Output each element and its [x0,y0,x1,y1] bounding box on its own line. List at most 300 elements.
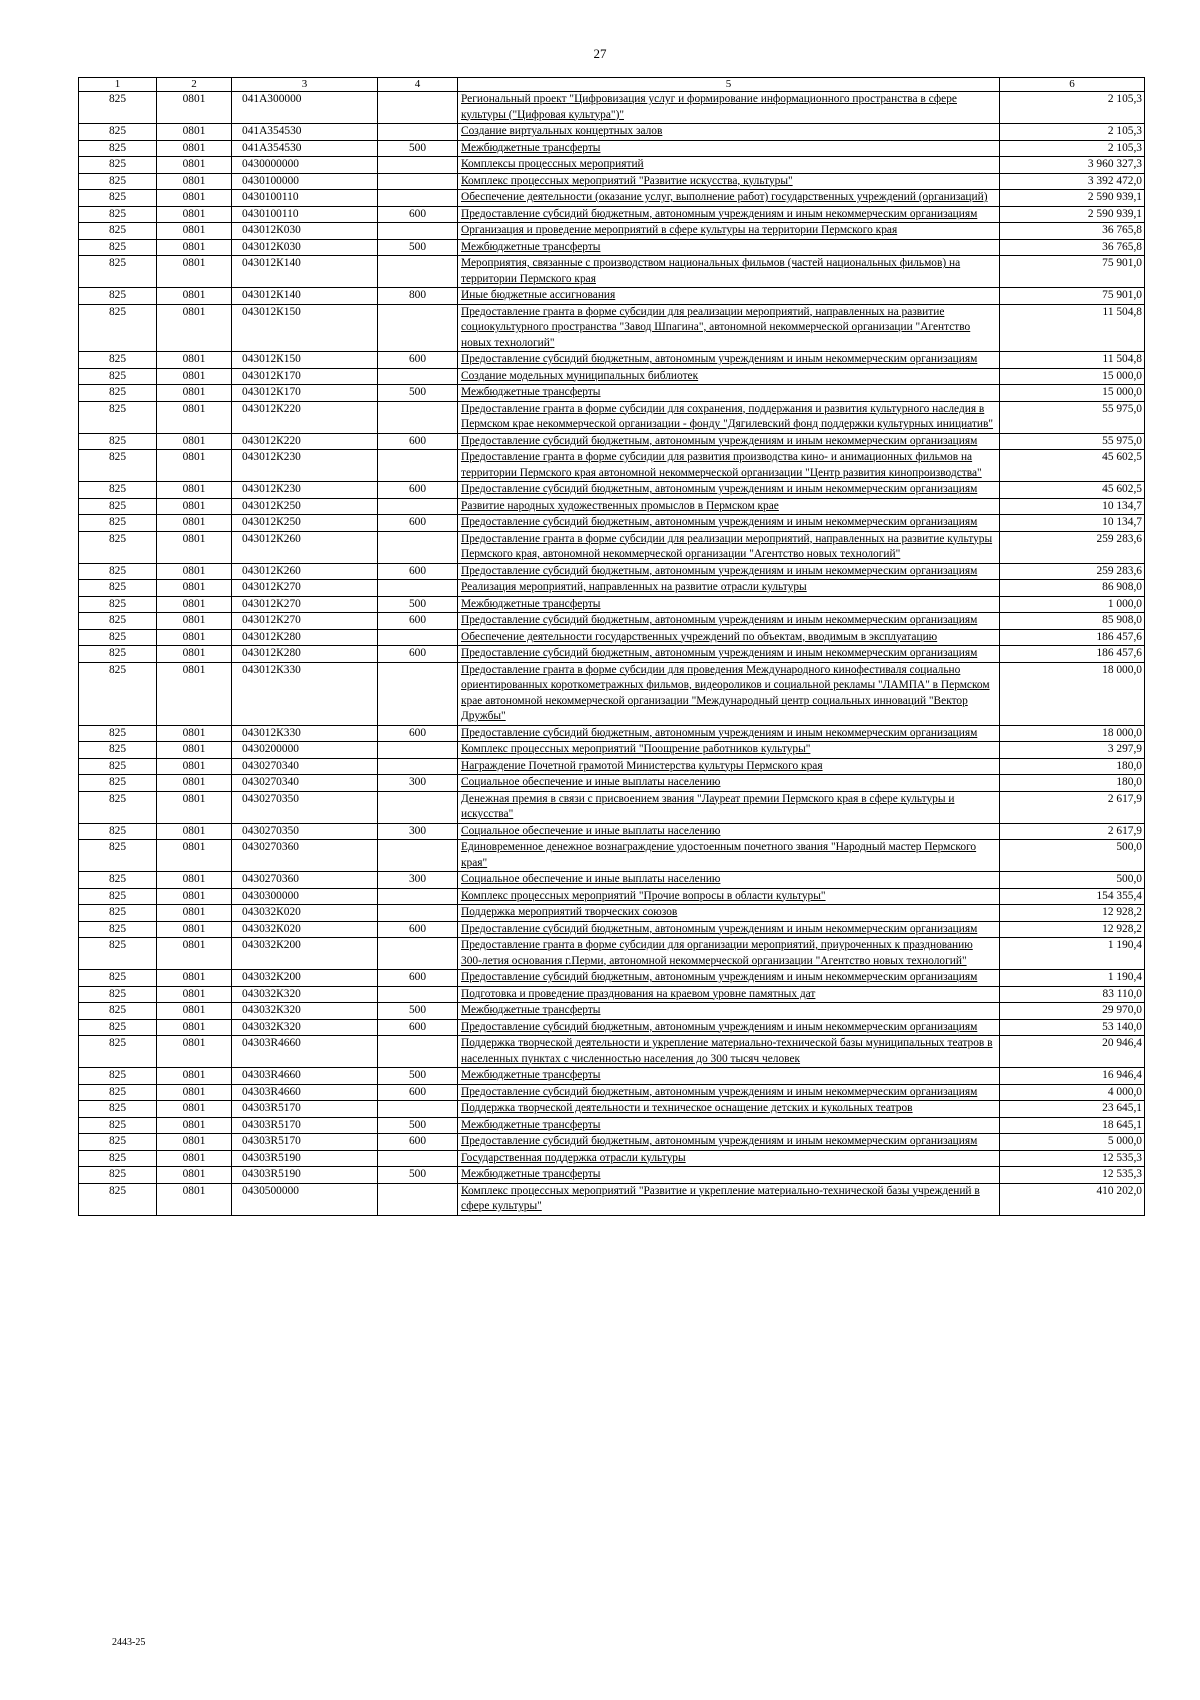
target-article-cell: 043032К200 [232,938,378,970]
expense-type-cell [378,742,458,759]
section-code-cell: 0801 [157,482,232,499]
ministry-code-cell: 825 [79,580,157,597]
amount-cell: 154 355,4 [1000,888,1145,905]
section-code-cell: 0801 [157,304,232,352]
ministry-code-cell: 825 [79,613,157,630]
table-row [79,921,1145,938]
expense-type-cell: 600 [378,206,458,223]
target-article-cell: 041A354530 [232,124,378,141]
amount-cell: 55 975,0 [1000,433,1145,450]
ministry-code-cell: 825 [79,938,157,970]
description-cell: Социальное обеспечение и иные выплаты населению [458,872,1000,889]
column-header: 5 [458,78,1000,92]
expense-type-cell [378,450,458,482]
target-article-cell: 043012К140 [232,256,378,288]
expense-type-cell: 600 [378,725,458,742]
expense-type-cell [378,223,458,240]
description-cell: Социальное обеспечение и иные выплаты населению [458,823,1000,840]
table-header-row [79,78,1145,92]
amount-cell: 83 110,0 [1000,986,1145,1003]
section-code-cell: 0801 [157,742,232,759]
target-article-cell: 04303R5170 [232,1134,378,1151]
section-code-cell: 0801 [157,1019,232,1036]
table-row [79,888,1145,905]
table-row [79,742,1145,759]
table-row [79,385,1145,402]
amount-cell: 1 190,4 [1000,970,1145,987]
expense-type-cell: 500 [378,1068,458,1085]
target-article-cell: 04303R4660 [232,1084,378,1101]
target-article-cell: 04303R5190 [232,1167,378,1184]
amount-cell: 180,0 [1000,758,1145,775]
target-article-cell: 043032К320 [232,986,378,1003]
amount-cell: 15 000,0 [1000,368,1145,385]
section-code-cell: 0801 [157,646,232,663]
section-code-cell: 0801 [157,1117,232,1134]
section-code-cell: 0801 [157,352,232,369]
ministry-code-cell: 825 [79,791,157,823]
ministry-code-cell: 825 [79,596,157,613]
table-row [79,1019,1145,1036]
table-row [79,1084,1145,1101]
amount-cell: 259 283,6 [1000,563,1145,580]
section-code-cell: 0801 [157,256,232,288]
target-article-cell: 043032К020 [232,905,378,922]
target-article-cell: 041A354530 [232,140,378,157]
description-cell: Предоставление субсидий бюджетным, автономным учреждениям и иным некоммерческим организациям [458,1134,1000,1151]
ministry-code-cell: 825 [79,401,157,433]
expense-type-cell: 600 [378,433,458,450]
expense-type-cell [378,173,458,190]
expense-type-cell [378,304,458,352]
description-cell: Денежная премия в связи с присвоением звания "Лауреат премии Пермского края в сфере культуры и искусства" [458,791,1000,823]
ministry-code-cell: 825 [79,563,157,580]
ministry-code-cell: 825 [79,629,157,646]
target-article-cell: 0430270360 [232,840,378,872]
ministry-code-cell: 825 [79,288,157,305]
ministry-code-cell: 825 [79,1068,157,1085]
amount-cell: 36 765,8 [1000,223,1145,240]
ministry-code-cell: 825 [79,385,157,402]
description-cell: Организация и проведение мероприятий в сфере культуры на территории Пермского края [458,223,1000,240]
expense-type-cell: 600 [378,646,458,663]
ministry-code-cell: 825 [79,823,157,840]
description-cell: Иные бюджетные ассигнования [458,288,1000,305]
ministry-code-cell: 825 [79,1117,157,1134]
expense-type-cell: 600 [378,1134,458,1151]
target-article-cell: 043012К270 [232,596,378,613]
section-code-cell: 0801 [157,288,232,305]
description-cell: Поддержка творческой деятельности и техническое оснащение детских и кукольных театров [458,1101,1000,1118]
description-cell: Межбюджетные трансферты [458,1003,1000,1020]
target-article-cell: 043032К320 [232,1019,378,1036]
expense-type-cell: 500 [378,596,458,613]
description-cell: Межбюджетные трансферты [458,1068,1000,1085]
target-article-cell: 043012К280 [232,629,378,646]
table-row [79,515,1145,532]
target-article-cell: 043012К260 [232,563,378,580]
table-row [79,725,1145,742]
amount-cell: 75 901,0 [1000,288,1145,305]
expense-type-cell [378,840,458,872]
amount-cell: 2 105,3 [1000,140,1145,157]
section-code-cell: 0801 [157,1036,232,1068]
ministry-code-cell: 825 [79,1167,157,1184]
ministry-code-cell: 825 [79,352,157,369]
description-cell: Межбюджетные трансферты [458,1117,1000,1134]
description-cell: Предоставление субсидий бюджетным, автономным учреждениям и иным некоммерческим организациям [458,646,1000,663]
amount-cell: 180,0 [1000,775,1145,792]
description-cell: Развитие народных художественных промыслов в Пермском крае [458,498,1000,515]
description-cell: Предоставление субсидий бюджетным, автономным учреждениям и иным некоммерческим организациям [458,206,1000,223]
amount-cell: 10 134,7 [1000,515,1145,532]
ministry-code-cell: 825 [79,725,157,742]
section-code-cell: 0801 [157,1084,232,1101]
page-number: 27 [593,46,607,61]
ministry-code-cell: 825 [79,1003,157,1020]
expense-type-cell [378,368,458,385]
table-row [79,986,1145,1003]
description-cell: Предоставление гранта в форме субсидии для реализации мероприятий, направленных на развитие социокультурного пространства "Завод Шпагина", автономной некоммерческой организации "Агентство новых технологий" [458,304,1000,352]
section-code-cell: 0801 [157,725,232,742]
target-article-cell: 0430270350 [232,823,378,840]
target-article-cell: 043012К170 [232,385,378,402]
table-row [79,840,1145,872]
amount-cell: 3 960 327,3 [1000,157,1145,174]
ministry-code-cell: 825 [79,450,157,482]
expense-type-cell: 300 [378,775,458,792]
table-row [79,970,1145,987]
expense-type-cell [378,1183,458,1215]
table-row [79,823,1145,840]
section-code-cell: 0801 [157,970,232,987]
section-code-cell: 0801 [157,450,232,482]
ministry-code-cell: 825 [79,433,157,450]
ministry-code-cell: 825 [79,662,157,725]
target-article-cell: 043012К150 [232,352,378,369]
table-row [79,1003,1145,1020]
table-row [79,433,1145,450]
target-article-cell: 0430100110 [232,206,378,223]
expense-type-cell: 600 [378,352,458,369]
expense-type-cell [378,190,458,207]
amount-cell: 500,0 [1000,840,1145,872]
ministry-code-cell: 825 [79,531,157,563]
ministry-code-cell: 825 [79,206,157,223]
amount-cell: 3 392 472,0 [1000,173,1145,190]
ministry-code-cell: 825 [79,157,157,174]
description-cell: Создание виртуальных концертных залов [458,124,1000,141]
section-code-cell: 0801 [157,986,232,1003]
description-cell: Межбюджетные трансферты [458,385,1000,402]
target-article-cell: 043012К250 [232,515,378,532]
ministry-code-cell: 825 [79,515,157,532]
amount-cell: 12 928,2 [1000,905,1145,922]
section-code-cell: 0801 [157,368,232,385]
section-code-cell: 0801 [157,531,232,563]
amount-cell: 86 908,0 [1000,580,1145,597]
section-code-cell: 0801 [157,888,232,905]
amount-cell: 410 202,0 [1000,1183,1145,1215]
target-article-cell: 0430200000 [232,742,378,759]
target-article-cell: 04303R5190 [232,1150,378,1167]
table-row [79,596,1145,613]
amount-cell: 5 000,0 [1000,1134,1145,1151]
ministry-code-cell: 825 [79,223,157,240]
description-cell: Комплекс процессных мероприятий "Развитие искусства, культуры" [458,173,1000,190]
amount-cell: 16 946,4 [1000,1068,1145,1085]
ministry-code-cell: 825 [79,921,157,938]
ministry-code-cell: 825 [79,140,157,157]
description-cell: Межбюджетные трансферты [458,140,1000,157]
expense-type-cell [378,498,458,515]
amount-cell: 10 134,7 [1000,498,1145,515]
expense-type-cell [378,580,458,597]
amount-cell: 36 765,8 [1000,239,1145,256]
expense-type-cell: 600 [378,1084,458,1101]
amount-cell: 45 602,5 [1000,450,1145,482]
target-article-cell: 043032К020 [232,921,378,938]
table-row [79,498,1145,515]
table-row [79,563,1145,580]
section-code-cell: 0801 [157,157,232,174]
table-row [79,206,1145,223]
description-cell: Региональный проект "Цифровизация услуг и формирование информационного пространства в сфере культуры ("Цифровая культура")" [458,92,1000,124]
table-row [79,140,1145,157]
description-cell: Предоставление гранта в форме субсидии для организации мероприятий, приуроченных к празднованию 300-летия основания г.Перми, автономной некоммерческой организации "Агентство новых технологий" [458,938,1000,970]
section-code-cell: 0801 [157,1134,232,1151]
ministry-code-cell: 825 [79,1101,157,1118]
table-row [79,352,1145,369]
target-article-cell: 0430270340 [232,758,378,775]
ministry-code-cell: 825 [79,758,157,775]
table-row [79,482,1145,499]
target-article-cell: 04303R5170 [232,1101,378,1118]
amount-cell: 18 000,0 [1000,725,1145,742]
description-cell: Предоставление гранта в форме субсидии для развития производства кино- и анимационных фильмов на территории Пермского края автономной некоммерческой организации "Центр развития кинопроизводства" [458,450,1000,482]
ministry-code-cell: 825 [79,173,157,190]
target-article-cell: 043012К030 [232,239,378,256]
table-row [79,905,1145,922]
section-code-cell: 0801 [157,385,232,402]
table-row [79,1117,1145,1134]
target-article-cell: 0430300000 [232,888,378,905]
expense-type-cell [378,905,458,922]
section-code-cell: 0801 [157,629,232,646]
section-code-cell: 0801 [157,775,232,792]
amount-cell: 20 946,4 [1000,1036,1145,1068]
ministry-code-cell: 825 [79,190,157,207]
column-header: 3 [232,78,378,92]
amount-cell: 85 908,0 [1000,613,1145,630]
expense-type-cell [378,938,458,970]
ministry-code-cell: 825 [79,1084,157,1101]
description-cell: Предоставление гранта в форме субсидии для сохранения, поддержания и развития культурного наследия в Пермском крае некоммерческой организации - фонду "Дягилевский фонд поддержки культурных инициатив" [458,401,1000,433]
expense-type-cell [378,531,458,563]
expense-type-cell: 500 [378,1117,458,1134]
expense-type-cell: 600 [378,970,458,987]
ministry-code-cell: 825 [79,92,157,124]
table-row [79,1036,1145,1068]
description-cell: Комплексы процессных мероприятий [458,157,1000,174]
section-code-cell: 0801 [157,173,232,190]
target-article-cell: 0430270340 [232,775,378,792]
description-cell: Поддержка творческой деятельности и укрепление материально-технической базы муниципальных театров в населенных пунктах с численностью населения до 300 тысяч человек [458,1036,1000,1068]
table-row [79,368,1145,385]
amount-cell: 15 000,0 [1000,385,1145,402]
amount-cell: 11 504,8 [1000,352,1145,369]
expense-type-cell: 600 [378,1019,458,1036]
table-row [79,1183,1145,1215]
section-code-cell: 0801 [157,840,232,872]
section-code-cell: 0801 [157,596,232,613]
section-code-cell: 0801 [157,92,232,124]
target-article-cell: 0430100110 [232,190,378,207]
description-cell: Предоставление субсидий бюджетным, автономным учреждениям и иным некоммерческим организациям [458,482,1000,499]
ministry-code-cell: 825 [79,1134,157,1151]
table-row [79,1150,1145,1167]
expense-type-cell [378,629,458,646]
target-article-cell: 043012К330 [232,725,378,742]
expense-type-cell [378,157,458,174]
description-cell: Предоставление субсидий бюджетным, автономным учреждениям и иным некоммерческим организациям [458,515,1000,532]
expense-type-cell: 600 [378,563,458,580]
description-cell: Обеспечение деятельности государственных учреждений по объектам, вводимым в эксплуатацию [458,629,1000,646]
target-article-cell: 043012К230 [232,450,378,482]
amount-cell: 1 000,0 [1000,596,1145,613]
table-row [79,1167,1145,1184]
amount-cell: 12 535,3 [1000,1167,1145,1184]
description-cell: Комплекс процессных мероприятий "Поощрение работников культуры" [458,742,1000,759]
ministry-code-cell: 825 [79,256,157,288]
section-code-cell: 0801 [157,190,232,207]
expense-type-cell: 300 [378,872,458,889]
description-cell: Предоставление гранта в форме субсидии для реализации мероприятий, направленных на развитие культуры Пермского края, автономной некоммерческой организации "Агентство новых технологий" [458,531,1000,563]
target-article-cell: 043012К140 [232,288,378,305]
section-code-cell: 0801 [157,515,232,532]
amount-cell: 53 140,0 [1000,1019,1145,1036]
section-code-cell: 0801 [157,223,232,240]
section-code-cell: 0801 [157,1003,232,1020]
target-article-cell: 043012К150 [232,304,378,352]
amount-cell: 55 975,0 [1000,401,1145,433]
ministry-code-cell: 825 [79,840,157,872]
ministry-code-cell: 825 [79,986,157,1003]
expense-type-cell [378,92,458,124]
amount-cell: 12 535,3 [1000,1150,1145,1167]
amount-cell: 186 457,6 [1000,646,1145,663]
description-cell: Награждение Почетной грамотой Министерства культуры Пермского края [458,758,1000,775]
table-row [79,223,1145,240]
ministry-code-cell: 825 [79,1019,157,1036]
expense-type-cell [378,888,458,905]
section-code-cell: 0801 [157,1183,232,1215]
amount-cell: 4 000,0 [1000,1084,1145,1101]
amount-cell: 3 297,9 [1000,742,1145,759]
description-cell: Предоставление субсидий бюджетным, автономным учреждениям и иным некоммерческим организациям [458,352,1000,369]
target-article-cell: 043012К170 [232,368,378,385]
target-article-cell: 0430500000 [232,1183,378,1215]
table-row [79,256,1145,288]
table-row [79,613,1145,630]
amount-cell: 2 590 939,1 [1000,206,1145,223]
description-cell: Единовременное денежное вознаграждение удостоенным почетного звания "Народный мастер Пермского края" [458,840,1000,872]
ministry-code-cell: 825 [79,1183,157,1215]
amount-cell: 2 105,3 [1000,124,1145,141]
section-code-cell: 0801 [157,206,232,223]
description-cell: Межбюджетные трансферты [458,1167,1000,1184]
section-code-cell: 0801 [157,872,232,889]
ministry-code-cell: 825 [79,970,157,987]
amount-cell: 259 283,6 [1000,531,1145,563]
section-code-cell: 0801 [157,498,232,515]
section-code-cell: 0801 [157,791,232,823]
target-article-cell: 043032К320 [232,1003,378,1020]
description-cell: Создание модельных муниципальных библиотек [458,368,1000,385]
amount-cell: 2 617,9 [1000,823,1145,840]
table-row [79,288,1145,305]
section-code-cell: 0801 [157,823,232,840]
table-row [79,531,1145,563]
target-article-cell: 04303R4660 [232,1068,378,1085]
target-article-cell: 043012К030 [232,223,378,240]
amount-cell: 11 504,8 [1000,304,1145,352]
section-code-cell: 0801 [157,662,232,725]
target-article-cell: 0430270360 [232,872,378,889]
expense-type-cell [378,662,458,725]
ministry-code-cell: 825 [79,124,157,141]
expense-type-cell [378,1101,458,1118]
target-article-cell: 043012К270 [232,613,378,630]
expense-type-cell [378,1036,458,1068]
expense-type-cell: 300 [378,823,458,840]
section-code-cell: 0801 [157,239,232,256]
table-row [79,938,1145,970]
ministry-code-cell: 825 [79,1150,157,1167]
target-article-cell: 043012К330 [232,662,378,725]
amount-cell: 18 645,1 [1000,1117,1145,1134]
amount-cell: 12 928,2 [1000,921,1145,938]
description-cell: Межбюджетные трансферты [458,596,1000,613]
expense-type-cell: 600 [378,482,458,499]
description-cell: Обеспечение деятельности (оказание услуг, выполнение работ) государственных учреждений (организаций) [458,190,1000,207]
table-row [79,662,1145,725]
table-row [79,791,1145,823]
amount-cell: 2 105,3 [1000,92,1145,124]
table-row [79,580,1145,597]
table-row [79,173,1145,190]
expense-type-cell [378,256,458,288]
description-cell: Предоставление гранта в форме субсидии для проведения Международного кинофестиваля социально ориентированных короткометражных фильмов, видеороликов и социальной рекламы "ЛАМПА" в Пермском крае автономной некоммерческой организации "Международный центр социальных инноваций "Вектор Дружбы" [458,662,1000,725]
ministry-code-cell: 825 [79,239,157,256]
expense-type-cell: 500 [378,385,458,402]
section-code-cell: 0801 [157,1068,232,1085]
target-article-cell: 041A300000 [232,92,378,124]
ministry-code-cell: 825 [79,498,157,515]
table-row [79,450,1145,482]
amount-cell: 45 602,5 [1000,482,1145,499]
expense-type-cell [378,401,458,433]
amount-cell: 186 457,6 [1000,629,1145,646]
section-code-cell: 0801 [157,758,232,775]
table-row [79,190,1145,207]
target-article-cell: 0430270350 [232,791,378,823]
ministry-code-cell: 825 [79,646,157,663]
expense-type-cell: 600 [378,613,458,630]
target-article-cell: 043032К200 [232,970,378,987]
ministry-code-cell: 825 [79,368,157,385]
description-cell: Предоставление субсидий бюджетным, автономным учреждениям и иным некоммерческим организациям [458,1019,1000,1036]
